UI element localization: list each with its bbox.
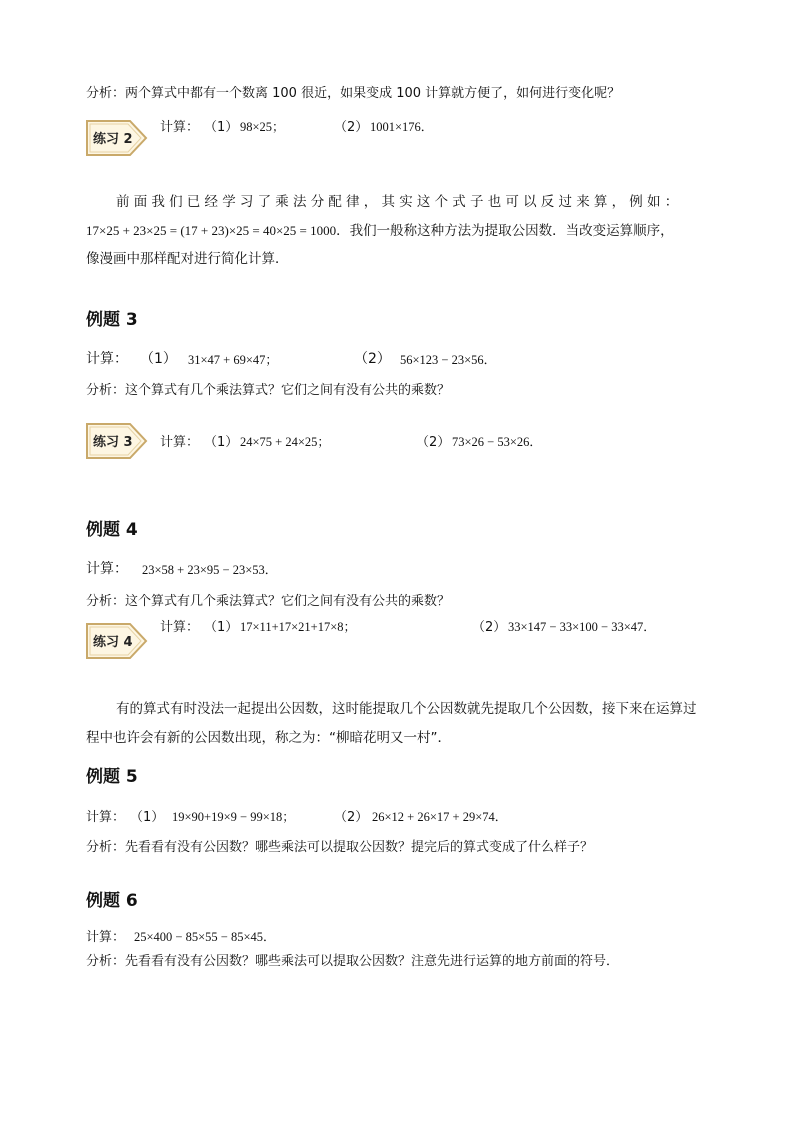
analysis-line-top: 分析：两个算式中都有一个数离 100 很近，如果变成 100 计算就方便了，如何进行变化呢？ xyxy=(86,86,621,101)
q5-expr1: 19×90+19×9 − 99×18； xyxy=(172,810,295,824)
ex3-expr2: 73×26 − 53×26． xyxy=(452,435,542,449)
example-6-title: 例题 6 xyxy=(86,891,138,911)
q3-expr2: 56×123 − 23×56． xyxy=(400,353,497,367)
ex4-part2: （2） xyxy=(472,620,507,635)
q3-part2: （2） xyxy=(354,351,391,367)
para1-line1: 前面我们已经学习了乘法分配律，其实这个式子也可以反过来算，例如： xyxy=(116,194,683,210)
example-4-title: 例题 4 xyxy=(86,520,138,540)
exercise-badge-label: 练习 2 xyxy=(93,132,133,147)
para1-line2 xyxy=(86,219,674,239)
q6-label: 计算： xyxy=(86,930,126,945)
q3-label: 计算： xyxy=(86,351,128,367)
ex4-part1: （1） xyxy=(204,620,239,635)
q4-analysis: 分析：这个算式有几个乘法算式？它们之间有没有公共的乘数？ xyxy=(86,594,451,609)
ex2-label: 计算： xyxy=(160,120,200,135)
ex3-part2: （2） xyxy=(416,435,451,450)
q3-expr1: 31×47 + 69×47； xyxy=(188,353,278,367)
q5-part2: （2） xyxy=(334,810,369,825)
ex3-expr1: 24×75 + 24×25； xyxy=(240,435,330,449)
para2-line2: 程中也许会有新的公因数出现，称之为：“柳暗花明又一村”． xyxy=(86,730,451,746)
q3-part1: （1） xyxy=(140,351,177,367)
exercise-badge-3 xyxy=(84,420,148,460)
exercise-badge-label: 练习 4 xyxy=(93,635,133,650)
q4-expr1: 23×58 + 23×95 − 23×53． xyxy=(142,563,278,577)
q5-part1: （1） xyxy=(130,810,165,825)
q6-analysis: 分析：先看看有没有公因数？哪些乘法可以提取公因数？注意先进行运算的地方前面的符号． xyxy=(86,954,620,969)
para1-formula: 17×25 + 23×25 = (17 + 23)×25 = 40×25 = 1000 xyxy=(86,223,337,238)
ex4-label: 计算： xyxy=(160,620,200,635)
para1-line2-rest: ．我们一般称这种方法为提取公因数．当改变运算顺序， xyxy=(336,223,674,239)
ex2-part1: （1） xyxy=(204,120,239,135)
q4-label: 计算： xyxy=(86,561,128,577)
q5-label: 计算： xyxy=(86,810,126,825)
para1-line3: 像漫画中那样配对进行简化计算． xyxy=(86,251,289,267)
q3-analysis: 分析：这个算式有几个乘法算式？它们之间有没有公共的乘数？ xyxy=(86,383,451,398)
example-3-title: 例题 3 xyxy=(86,310,138,330)
ex3-label: 计算： xyxy=(160,435,200,450)
q5-analysis: 分析：先看看有没有公因数？哪些乘法可以提取公因数？提完后的算式变成了什么样子？ xyxy=(86,840,594,855)
q6-expr1: 25×400 − 85×55 − 85×45． xyxy=(134,930,276,944)
exercise-badge-2 xyxy=(84,117,148,157)
ex2-part2: （2） xyxy=(334,120,369,135)
exercise-badge-label: 练习 3 xyxy=(93,435,133,450)
ex2-expr2: 1001×176． xyxy=(370,120,434,134)
ex4-expr1: 17×11+17×21+17×8； xyxy=(240,620,357,634)
para2-line1: 有的算式有时没法一起提出公因数，这时能提取几个公因数就先提取几个公因数，接下来在运算过 xyxy=(116,701,697,717)
ex2-expr1: 98×25； xyxy=(240,120,285,134)
example-5-title: 例题 5 xyxy=(86,767,138,787)
q5-expr2: 26×12 + 26×17 + 29×74． xyxy=(372,810,508,824)
ex3-part1: （1） xyxy=(204,435,239,450)
exercise-badge-4 xyxy=(84,620,148,660)
ex4-expr2: 33×147 − 33×100 − 33×47． xyxy=(508,620,656,634)
